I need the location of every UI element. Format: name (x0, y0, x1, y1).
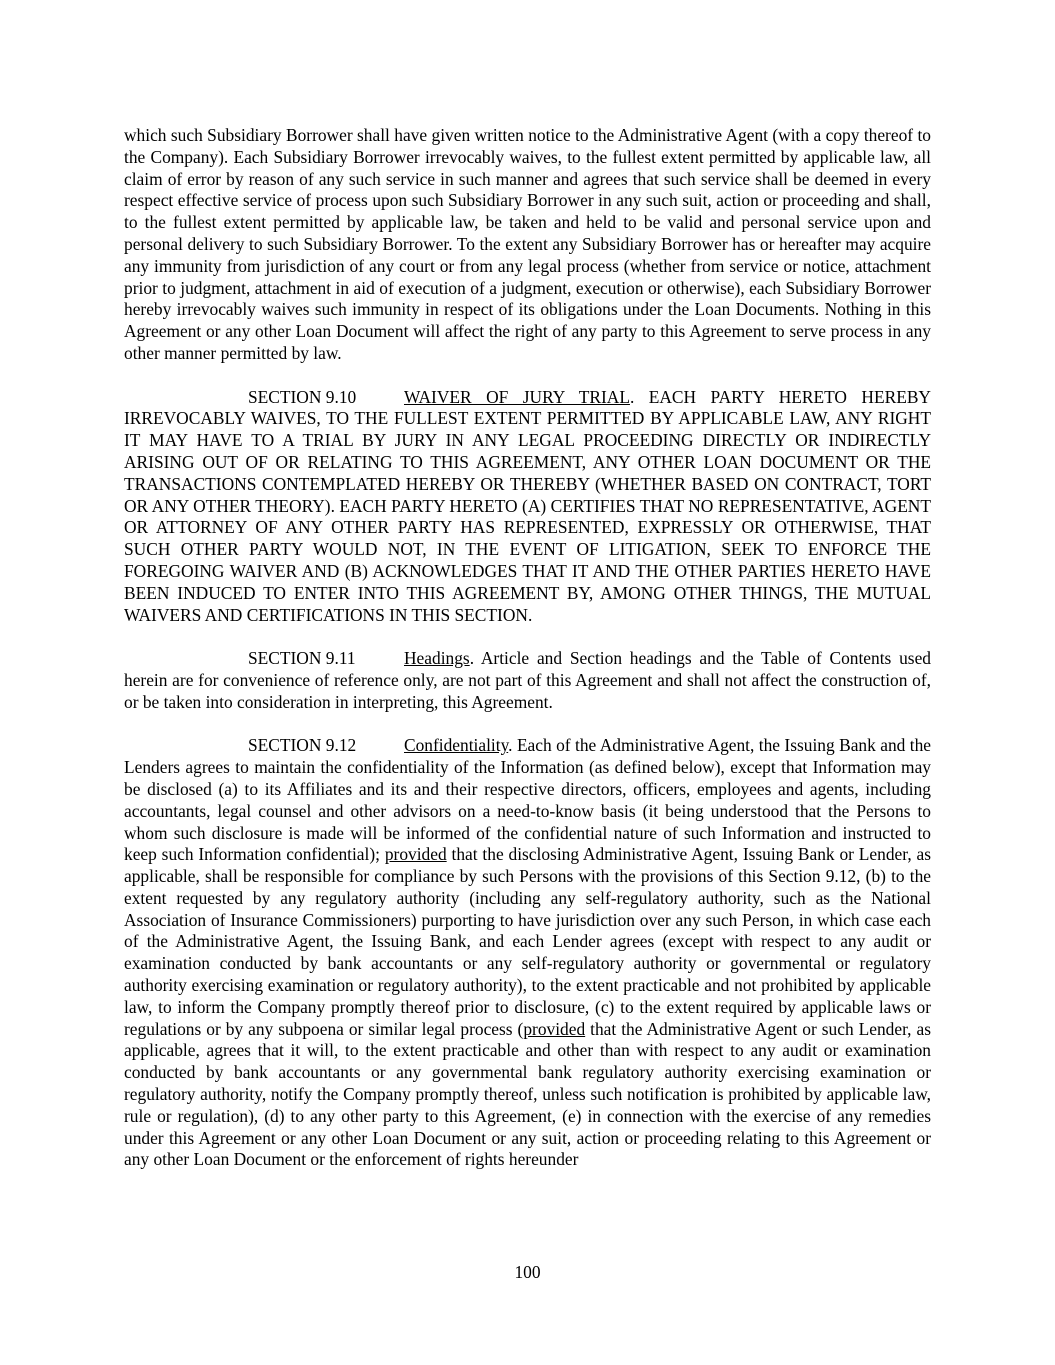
section-9-12-body-part1: . Each of the Administrative Agent, the Issuing Bank and the Lenders agrees to maintain the confidentiality of the Information (as defined below), except that Information may be disclosed (a) to its Affiliates and its and their respective directors, officers, employees and agents, including accountants, legal counsel and other advisors on a need-to-know basis (it being understood that the Persons to whom such disclosure is made will be informed of the confidential nature of such Information and instructed to keep such Information confidential); (124, 735, 931, 865)
page-number: 100 (514, 1262, 541, 1282)
section-9-11-paragraph (124, 648, 931, 713)
section-9-10-title: WAIVER OF JURY TRIAL (404, 386, 630, 407)
section-9-12-paragraph (124, 735, 931, 1171)
section-9-12-number: SECTION 9.12 (248, 735, 357, 756)
intro-paragraph: which such Subsidiary Borrower shall have given written notice to the Administrative Agent (with a copy thereof to the Company). Each Subsidiary Borrower irrevocably waives, to the fullest extent permitted by applicable law, all claim of error by reason of any such service in such manner and agrees that such service shall be deemed in every respect effective service of process upon such Subsidiary Borrower in any such suit, action or proceeding and shall, to the fullest extent permitted by applicable law, be taken and held to be valid and personal service upon and personal delivery to such Subsidiary Borrower. To the extent any Subsidiary Borrower has or hereafter may acquire any immunity from jurisdiction of any court or from any legal process (whether from service or notice, attachment prior to judgment, attachment in aid of execution of a judgment, execution or otherwise), each Subsidiary Borrower hereby irrevocably waives such immunity in respect of its obligations under the Loan Documents. Nothing in this Agreement or any other Loan Document will affect the right of any party to this Agreement to serve process in any other manner permitted by law. (124, 125, 931, 363)
section-9-12-title: Confidentiality (404, 735, 509, 756)
section-9-11-title: Headings (404, 648, 470, 669)
section-9-11-number: SECTION 9.11 (248, 648, 356, 669)
section-9-10-body: . EACH PARTY HERETO HEREBY IRREVOCABLY WAIVES, TO THE FULLEST EXTENT PERMITTED BY APPLICABLE LAW, ANY RIGHT IT MAY HAVE TO A TRIAL BY JURY IN ANY LEGAL PROCEEDING DIRECTLY OR INDIRECTLY ARISING OUT OF OR RELATING TO THIS AGREEMENT, ANY OTHER LOAN DOCUMENT OR THE TRANSACTIONS CONTEMPLATED HEREBY OR THEREBY (WHETHER BASED ON CONTRACT, TORT OR ANY OTHER THEORY). EACH PARTY HERETO (A) CERTIFIES THAT NO REPRESENTATIVE, AGENT OR ATTORNEY OF ANY OTHER PARTY HAS REPRESENTED, EXPRESSLY OR OTHERWISE, THAT SUCH OTHER PARTY WOULD NOT, IN THE EVENT OF LITIGATION, SEEK TO ENFORCE THE FOREGOING WAIVER AND (B) ACKNOWLEDGES THAT IT AND THE OTHER PARTIES HERETO HAVE BEEN INDUCED TO ENTER INTO THIS AGREEMENT BY, AMONG OTHER THINGS, THE MUTUAL WAIVERS AND CERTIFICATIONS IN THIS SECTION. (124, 386, 931, 625)
section-9-10-number: SECTION 9.10 (248, 386, 357, 407)
section-9-10-paragraph (124, 387, 931, 627)
section-9-12-body-part3: that the Administrative Agent or such Lender, as applicable, agrees that it will, to the extent practicable and other than with respect to any audit or examination conducted by bank accountants or any governmental bank regulatory authority exercising examination or regulatory authority, notify the Company promptly thereof, unless such notification is prohibited by applicable law, rule or regulation), (d) to any other party to this Agreement, (e) in connection with the exercise of any remedies under this Agreement or any other Loan Document or any suit, action or proceeding relating to this Agreement or any other Loan Document or the enforcement of rights hereunder (124, 1018, 931, 1170)
section-9-12-body-part2: that the disclosing Administrative Agent, Issuing Bank or Lender, as applicable, shall be responsible for compliance by such Persons with the provisions of this Section 9.12, (b) to the extent requested by any regulatory authority (including any self-regulatory authority, such as the National Association of Insurance Commissioners) purporting to have jurisdiction over any such Person, in which case each of the Administrative Agent, the Issuing Bank, and each Lender agrees (except with respect to any audit or examination conducted by bank accountants or any self-regulatory authority or governmental or regulatory authority exercising examination or regulatory authority), to the extent practicable and not prohibited by applicable law, to inform the Company promptly thereof prior to disclosure, (c) to the extent required by applicable laws or regulations or by any subpoena or similar legal process ( (124, 844, 932, 1039)
document-page (124, 125, 931, 1171)
section-9-12-provided-1: provided (384, 844, 447, 865)
section-9-12-provided-2: provided (523, 1018, 586, 1039)
section-9-11-body: . Article and Section headings and the Table of Contents used herein are for convenience of reference only, are not part of this Agreement and shall not affect the construction of, or be taken into consideration in interpreting, this Agreement. (124, 648, 931, 712)
